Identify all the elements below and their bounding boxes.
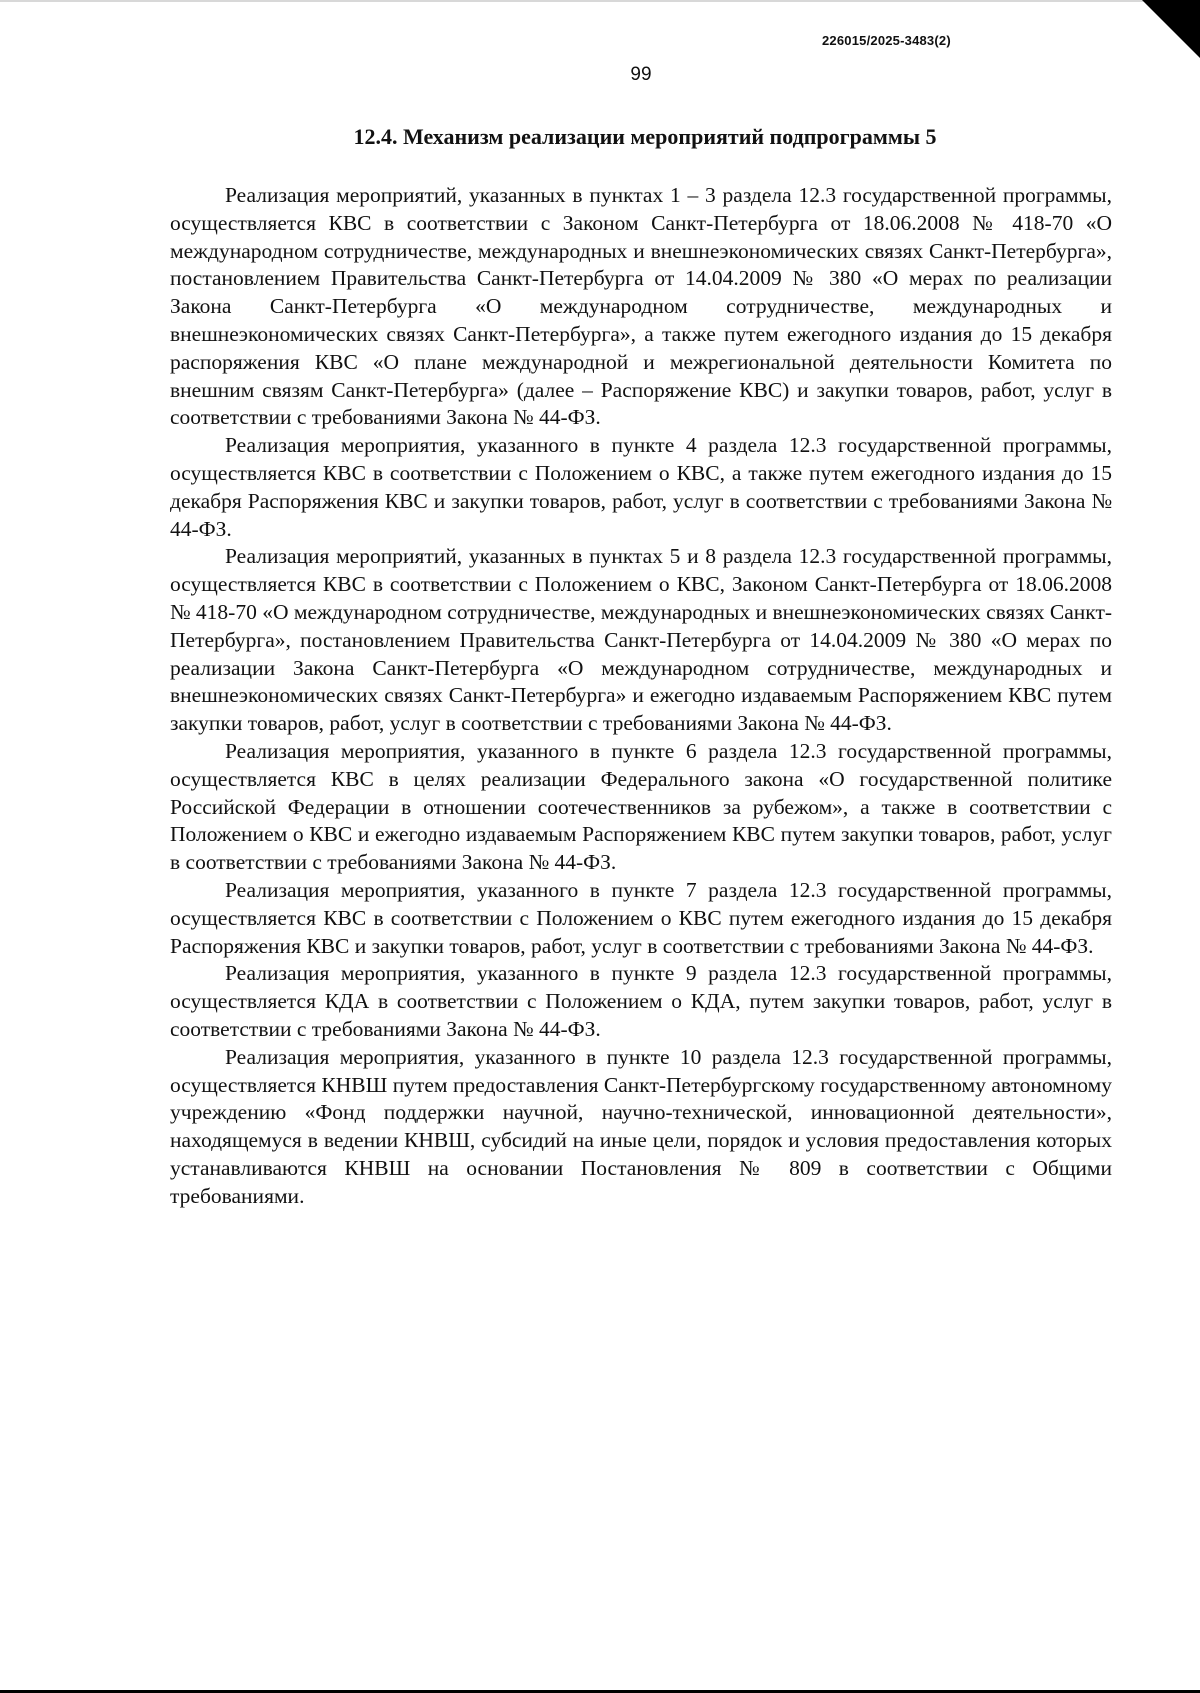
document-body xyxy=(170,182,1112,1210)
document-registration-number: 226015/2025-3483(2) xyxy=(822,33,951,48)
paragraph: Реализация мероприятия, указанного в пункте 4 раздела 12.3 государственной программы, осуществляется КВС в соответствии с Положением о КВС, а также путем ежегодного издания до 15 декабря Распоряжения КВС и закупки товаров, работ, услуг в соответствии с требованиями Закона № 44-ФЗ. xyxy=(170,433,1112,541)
paragraph: Реализация мероприятия, указанного в пункте 6 раздела 12.3 государственной программы, осуществляется КВС в целях реализации Федерального закона «О государственной политике Российской Федерации в отношении соотечественников за рубежом», а также в соответствии с Положением о КВС и ежегодно издаваемым Распоряжением КВС путем закупки товаров, работ, услуг в соответствии с требованиями Закона № 44-ФЗ. xyxy=(170,738,1112,875)
paragraph: Реализация мероприятий, указанных в пунктах 1 – 3 раздела 12.3 государственной программы, осуществляется КВС в соответствии с Законом Санкт-Петербурга от 18.06.2008 № 418-70 «О международном сотрудничестве, международных и внешнеэкономических связях Санкт-Петербурга», постановлением Правительства Санкт-Петербурга от 14.04.2009 № 380 «О мерах по реализации Закона Санкт-Петербурга «О международном сотрудничестве, международных и внешнеэкономических связях Санкт-Петербурга», а также путем ежегодного издания до 15 декабря распоряжения КВС «О плане международной и межрегиональной деятельности Комитета по внешним связям Санкт-Петербурга» (далее – Распоряжение КВС) и закупки товаров, работ, услуг в соответствии с требованиями Закона № 44-ФЗ. xyxy=(170,183,1112,430)
paragraph: Реализация мероприятий, указанных в пунктах 5 и 8 раздела 12.3 государственной программы, осуществляется КВС в соответствии с Положением о КВС, Законом Санкт-Петербурга от 18.06.2008 № 418-70 «О международном сотрудничестве, международных и внешнеэкономических связях Санкт-Петербурга», постановлением Правительства Санкт-Петербурга от 14.04.2009 № 380 «О мерах по реализации Закона Санкт-Петербурга «О международном сотрудничестве, международных и внешнеэкономических связях Санкт-Петербурга» и ежегодно издаваемым Распоряжением КВС путем закупки товаров, работ, услуг в соответствии с требованиями Закона № 44-ФЗ. xyxy=(170,544,1112,736)
paragraph: Реализация мероприятия, указанного в пункте 10 раздела 12.3 государственной программы, осуществляется КНВШ путем предоставления Санкт-Петербургскому государственному автономному учреждению «Фонд поддержки научной, научно-технической, инновационной деятельности», находящемуся в ведении КНВШ, субсидий на иные цели, порядок и условия предоставления которых устанавливаются КНВШ на основании Постановления № 809 в соответствии с Общими требованиями. xyxy=(170,1044,1112,1208)
paragraph: Реализация мероприятия, указанного в пункте 9 раздела 12.3 государственной программы, осуществляется КДА в соответствии с Положением о КДА, путем закупки товаров, работ, услуг в соответствии с требованиями Закона № 44-ФЗ. xyxy=(170,961,1112,1041)
scan-corner-shadow xyxy=(1142,0,1200,58)
scan-edge-top xyxy=(0,0,1200,2)
paragraph: Реализация мероприятия, указанного в пункте 7 раздела 12.3 государственной программы, осуществляется КВС в соответствии с Положением о КВС путем ежегодного издания до 15 декабря Распоряжения КВС и закупки товаров, работ, услуг в соответствии с требованиями Закона № 44-ФЗ. xyxy=(170,877,1112,958)
page-number: 99 xyxy=(630,64,652,85)
section-title: 12.4. Механизм реализации мероприятий подпрограммы 5 xyxy=(353,124,937,149)
